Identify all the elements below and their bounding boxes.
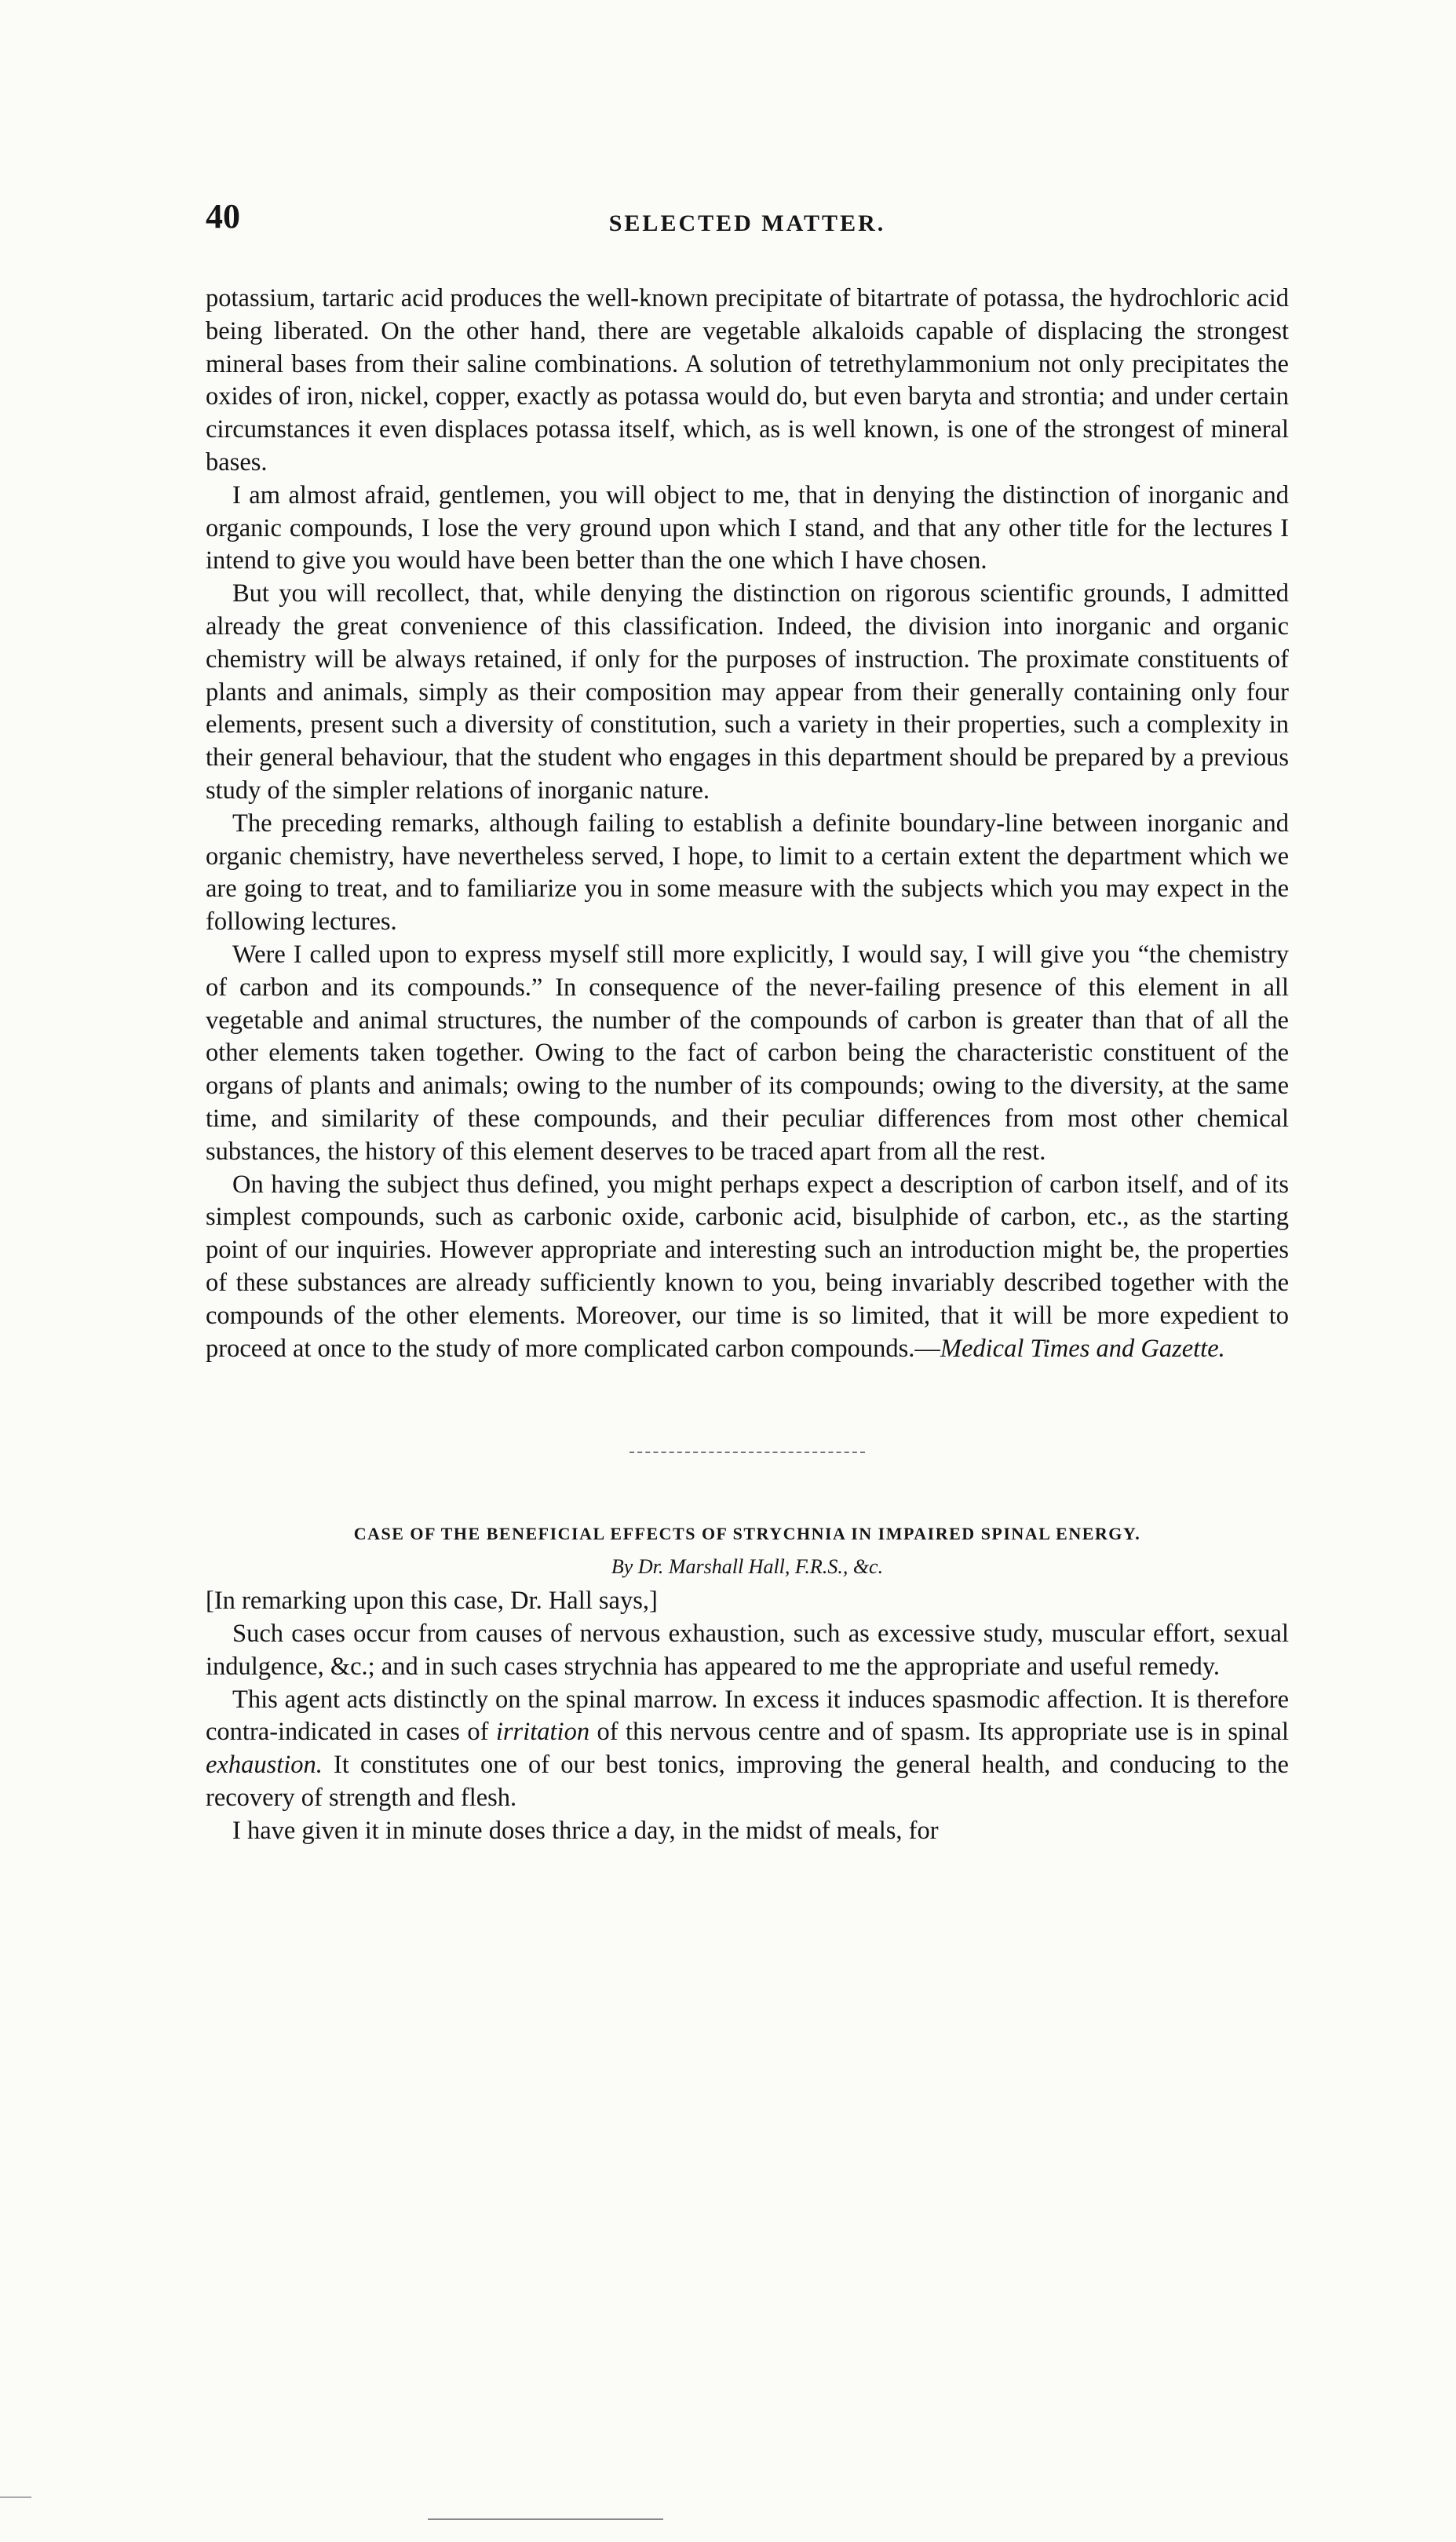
emphasis-irritation: irritation	[495, 1718, 590, 1747]
emphasis-exhaustion: exhaustion.	[206, 1751, 323, 1780]
text-run: This agent acts distinctly on the spinal marrow. In excess it induces spasmodic affection. It is therefore contra-indicated in cases of	[206, 1685, 1289, 1747]
source-citation: Medical Times and Gazette.	[940, 1334, 1225, 1363]
section-separator	[629, 1452, 865, 1453]
paragraph: potassium, tartaric acid produces the well-known precipitate of bitartrate of potassa, the hydrochloric acid being liberated. On the other hand, there are vegetable alkaloids capable of displacing the strongest mineral bases from their saline combinations. A solution of tetrethylammonium not only precipitates the oxides of iron, nickel, copper, exactly as potassa would do, but even baryta and strontia; and under certain circumstances it even displaces potassa itself, which, as is well known, is one of the strongest of mineral bases.	[206, 284, 1289, 477]
body-text	[206, 283, 1289, 1365]
article-title: CASE OF THE BENEFICIAL EFFECTS OF STRYCHNIA IN IMPAIRED SPINAL ENERGY.	[353, 1524, 1141, 1544]
page-number: 40	[206, 197, 240, 236]
scan-edge-mark	[0, 2496, 31, 2498]
paragraph: Were I called upon to express myself still more explicitly, I would say, I will give you “the chemistry of carbon and its compounds.” In consequence of the never-failing presence of this element in all vegetable and animal structures, the number of the compounds of carbon is greater than that of all the other elements taken together. Owing to the fact of carbon being the characteristic constituent of the organs of plants and animals; owing to the number of its compounds; owing to the diversity, at the same time, and similarity of these compounds, and their peculiar differences from most other chemical substances, the history of this element deserves to be traced apart from all the rest.	[206, 940, 1289, 1166]
text-run: It constitutes one of our best tonics, improving the general health, and conducing to the recovery of strength and flesh.	[206, 1751, 1289, 1813]
footer-rule	[428, 2518, 663, 2520]
text-run: of this nervous centre and of spasm. Its appropriate use is in spinal	[589, 1718, 1289, 1747]
paragraph	[206, 1684, 1289, 1815]
article-body	[206, 1585, 1289, 1847]
paragraph-final	[206, 1169, 1289, 1366]
page	[206, 196, 1289, 1848]
header-title: SELECTED MATTER.	[608, 210, 886, 236]
article-byline: By Dr. Marshall Hall, F.R.S., &c.	[611, 1555, 884, 1579]
paragraph: I am almost afraid, gentlemen, you will object to me, that in denying the distinction of inorganic and organic compounds, I lose the very ground upon which I stand, and that any other title for the lectures I intend to give you would have been better than the one which I have chosen.	[206, 480, 1289, 575]
running-head	[206, 196, 1289, 251]
article-intro: [In remarking upon this case, Dr. Hall says,]	[206, 1587, 658, 1616]
paragraph: The preceding remarks, although failing to establish a definite boundary-line between inorganic and organic chemistry, have nevertheless served, I hope, to limit to a certain extent the department which we are going to treat, and to familiarize you in some measure with the subjects which you may expect in the following lectures.	[206, 809, 1289, 937]
paragraph-text: On having the subject thus defined, you might perhaps expect a description of carbon itself, and of its simplest compounds, such as carbonic oxide, carbonic acid, bisulphide of carbon, etc., as the starting point of our inquiries. However appropriate and interesting such an introduction might be, the properties of these substances are already sufficiently known to you, being invariably described together with the compounds of the other elements. Moreover, our time is so limited, that it will be more expedient to proceed at once to the study of more complicated carbon compounds.—	[206, 1170, 1289, 1363]
paragraph: But you will recollect, that, while denying the distinction on rigorous scientific grounds, I admitted already the great convenience of this classification. Indeed, the division into inorganic and organic chemistry will be always retained, if only for the purposes of instruction. The proximate constituents of plants and animals, simply as their composition may appear from their generally containing only four elements, present such a diversity of constitution, such a variety in their properties, such a complexity in their general behaviour, that the student who engages in this department should be prepared by a previous study of the simpler relations of inorganic nature.	[206, 579, 1289, 805]
paragraph: Such cases occur from causes of nervous exhaustion, such as excessive study, muscular effort, sexual indulgence, &c.; and in such cases strychnia has appeared to me the appropriate and useful remedy.	[206, 1620, 1289, 1681]
paragraph: I have given it in minute doses thrice a day, in the midst of meals, for	[232, 1816, 939, 1845]
